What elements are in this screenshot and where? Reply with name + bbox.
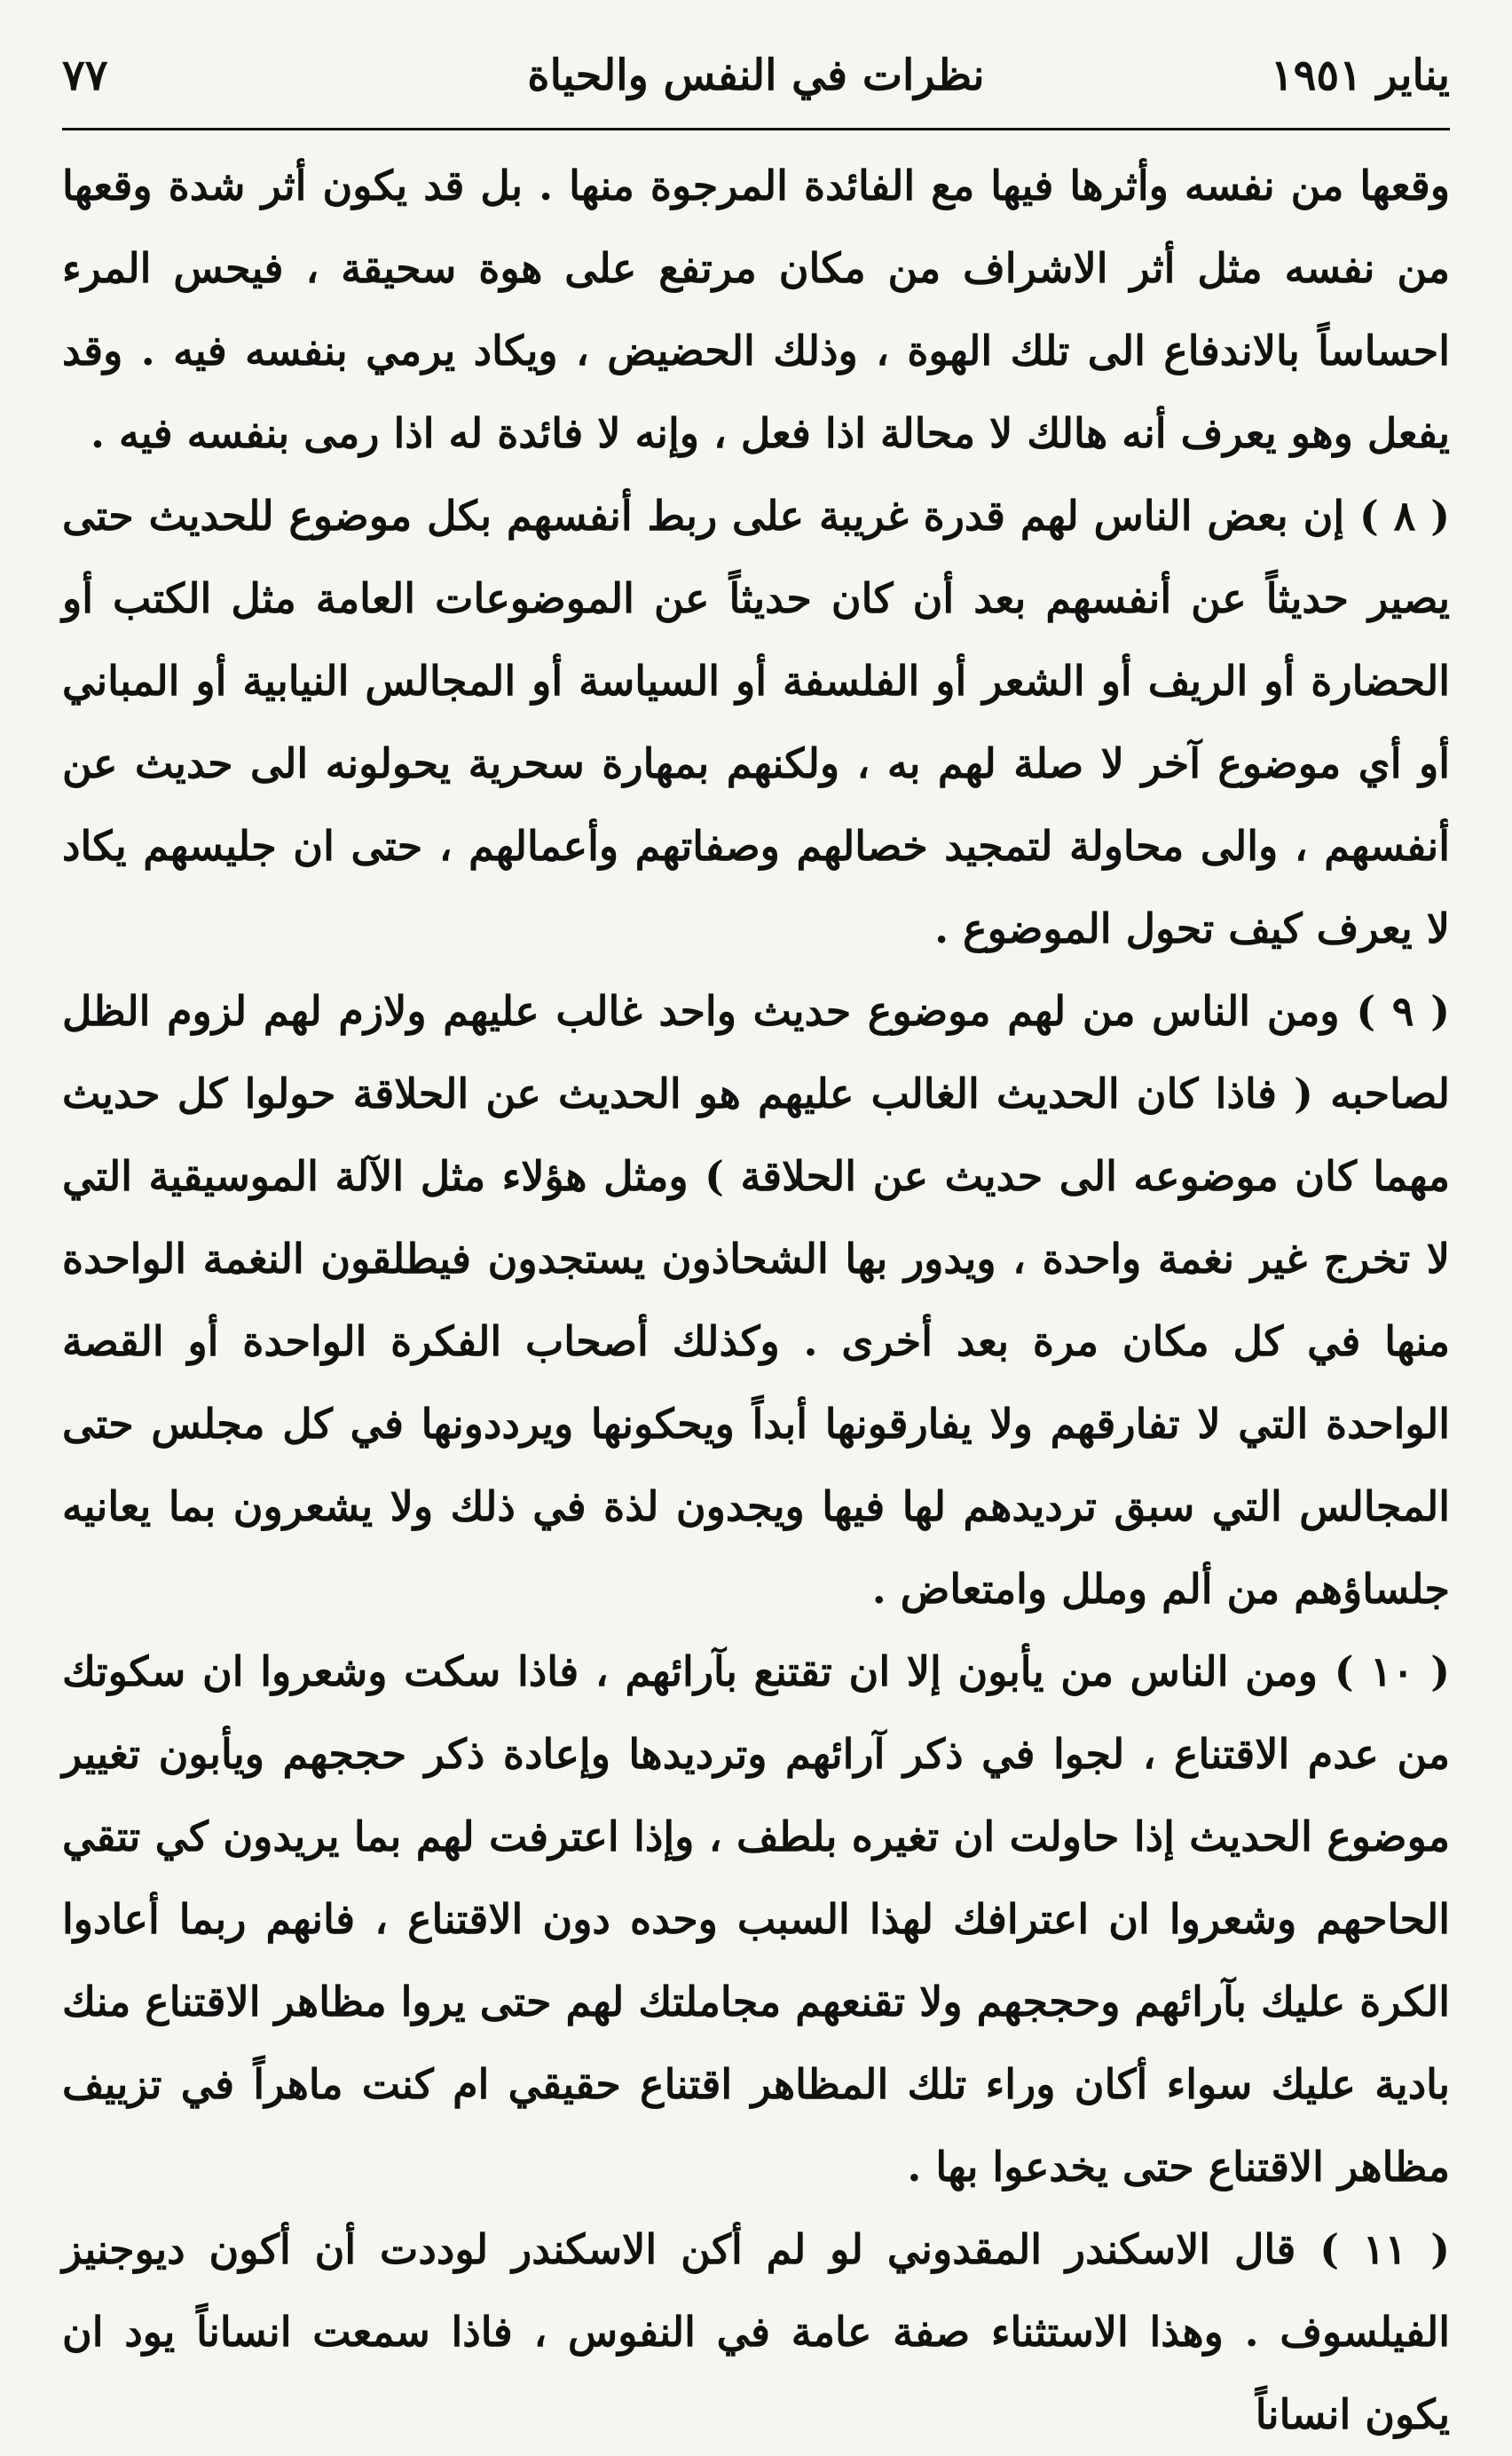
paragraph-continuation: وقعها من نفسه وأثرها فيها مع الفائدة المرجوة منها . بل قد يكون أثر شدة وقعها من نفسه مثل أثر الاشراف من مكان مرتفع على هوة سحيقة ، فيحس المرء احساساً بالاندفاع الى تلك الهوة ، وذلك الحضيض ، ويكاد يرمي بنفسه فيه . وقد يفعل وهو يعرف أنه هالك لا محالة اذا فعل ، وإنه لا فائدة له اذا رمى بنفسه فيه . bbox=[62, 162, 1450, 457]
page-number: ٧٧ bbox=[62, 51, 108, 100]
paragraph-10: ( ١٠ ) ومن الناس من يأبون إلا ان تقتنع بآرائهم ، فاذا سكت وشعروا ان سكوتك من عدم الاقتناع ، لجوا في ذكر آرائهم وترديدها وإعادة ذكر حججهم ويأبون تغيير موضوع الحديث إذا حاولت ان تغيره بلطف ، وإذا اعترفت لهم بما يريدون كي تتقي الحاحهم وشعروا ان اعترافك لهذا السبب وحده دون الاقتناع ، فانهم ربما أعادوا الكرة عليك بآرائهم وحججهم ولا تقنعهم مجاملتك لهم حتى يروا مظاهر الاقتناع منك بادية عليك سواء أكان وراء تلك المظاهر اقتناع حقيقي ام كنت ماهراً في تزييف مظاهر الاقتناع حتى يخدعوا بها . bbox=[62, 1647, 1451, 2191]
header-rule bbox=[62, 128, 1450, 130]
paragraph-9: ( ٩ ) ومن الناس من لهم موضوع حديث واحد غالب عليهم ولازم لهم لزوم الظل لصاحبه ( فاذا كان الحديث الغالب عليهم هو الحديث عن الحلاقة حولوا كل حديث مهما كان موضوعه الى حديث عن الحلاقة ) ومثل هؤلاء مثل الآلة الموسيقية التي لا تخرج غير نغمة واحدة ، ويدور بها الشحاذون يستجدون فيطلقون النغمة الواحدة منها في كل مكان مرة بعد أخرى . وكذلك أصحاب الفكرة الواحدة أو القصة الواحدة التي لا تفارقهم ولا يفارقونها أبداً ويحكونها ويرددونها في كل مجلس حتى المجالس التي سبق ترديدهم لها فيها ويجدون لذة في ذلك ولا يشعرون بما يعانيه جلساؤهم من ألم وملل وامتعاض . bbox=[62, 987, 1450, 1613]
paragraph-11: ( ١١ ) قال الاسكندر المقدوني لو لم أكن الاسكندر لوددت أن أكون ديوجنيز الفيلسوف . وهذا الاستثناء صفة عامة في النفوس ، فاذا سمعت انساناً يود ان يكون انساناً bbox=[62, 2225, 1451, 2438]
issue-date: يناير ١٩٥١ bbox=[1270, 51, 1450, 100]
running-title: نظرات في النفس والحياة bbox=[527, 51, 985, 100]
page-header bbox=[62, 36, 1450, 115]
paragraph-8: ( ٨ ) إن بعض الناس لهم قدرة غريبة على ربط أنفسهم بكل موضوع للحديث حتى يصير حديثاً عن أنفسهم بعد أن كان حديثاً عن الموضوعات العامة مثل الكتب أو الحضارة أو الريف أو الشعر أو الفلسفة أو السياسة أو المجالس النيابية أو المباني أو أي موضوع آخر لا صلة لهم به ، ولكنهم بمهارة سحرية يحولونه الى حديث عن أنفسهم ، والى محاولة لتمجيد خصالهم وصفاتهم وأعمالهم ، حتى ان جليسهم يكاد لا يعرف كيف تحول الموضوع . bbox=[62, 492, 1450, 952]
article-body bbox=[62, 145, 1450, 2456]
